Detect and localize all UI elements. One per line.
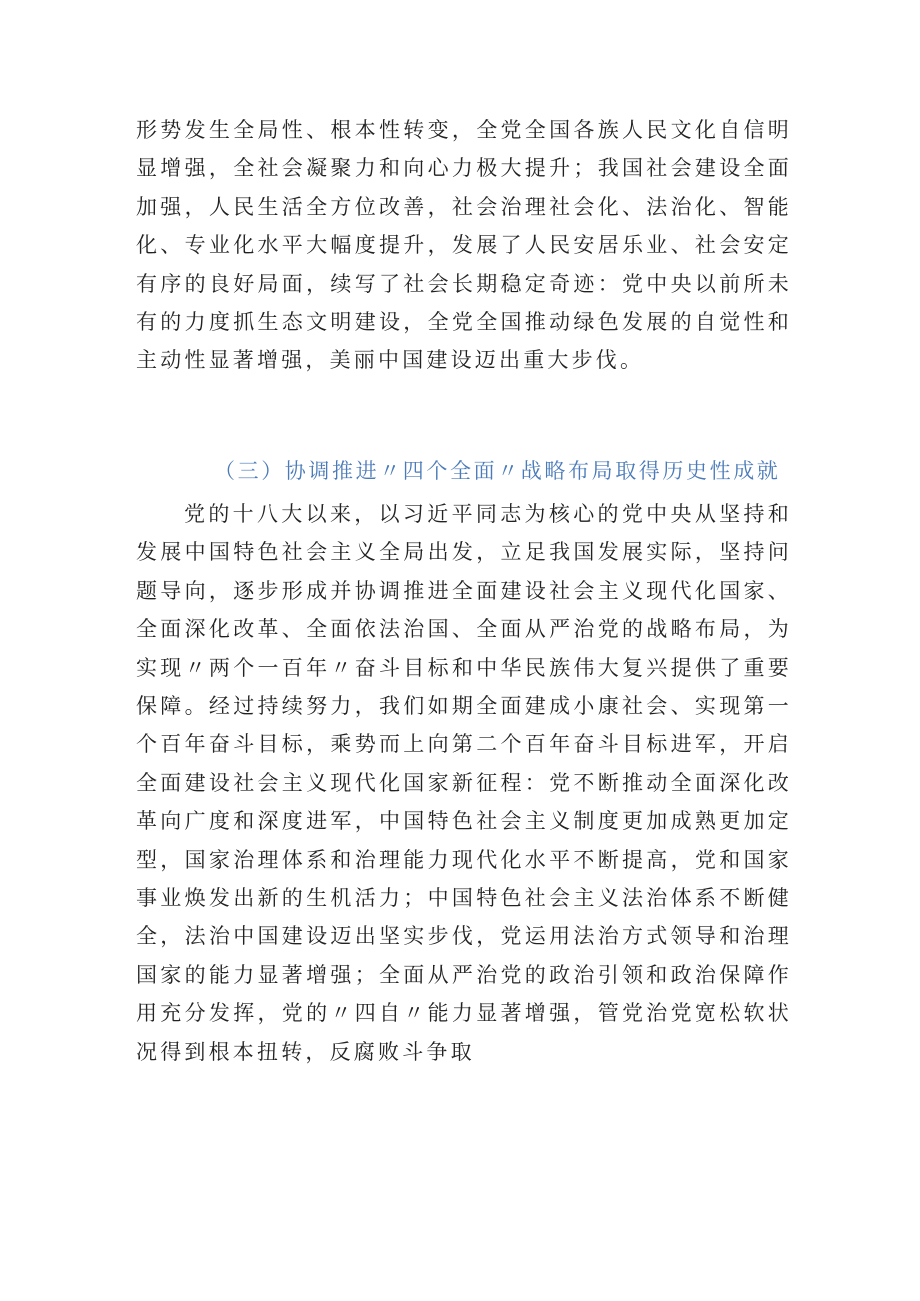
paragraph-1: 形势发生全局性、根本性转变，全党全国各族人民文化自信明显增强，全社会凝聚力和向心力极大提升；我国社会建设全面加强，人民生活全方位改善，社会治理社会化、法治化、智能化、专业化水平大幅度提升，发展了人民安居乐业、社会安定有序的良好局面，续写了社会长期稳定奇迹：党中央以前所未有的力度抓生态文明建设，全党全国推动绿色发展的自觉性和主动性显著增强，美丽中国建设迈出重大步伐。 xyxy=(136,118,792,373)
paragraph-2: 党的十八大以来，以习近平同志为核心的党中央从坚持和发展中国特色社会主义全局出发，立足我国发展实际，坚持问题导向，逐步形成并协调推进全面建设社会主义现代化国家、全面深化改革、全面依法治国、全面从严治党的战略布局，为实现〃两个一百年〃奋斗目标和中华民族伟大复兴提供了重要保障。经过持续努力，我们如期全面建成小康社会、实现第一个百年奋斗目标，乘势而上向第二个百年奋斗目标进军，开启全面建设社会主义现代化国家新征程：党不断推动全面深化改革向广度和深度进军，中国特色社会主义制度更加成熟更加定型，国家治理体系和治理能力现代化水平不断提高，党和国家事业焕发出新的生机活力；中国特色社会主义法治体系不断健全，法治中国建设迈出坚实步伐，党运用法治方式领导和治理国家的能力显著增强；全面从严治党的政治引领和政治保障作用充分发挥，党的〃四自〃能力显著增强，管党治党宽松软状况得到根本扭转，反腐败斗争取 xyxy=(136,502,792,1064)
section-heading: （三）协调推进〃四个全面〃战略布局取得历史性成就 xyxy=(214,459,781,483)
